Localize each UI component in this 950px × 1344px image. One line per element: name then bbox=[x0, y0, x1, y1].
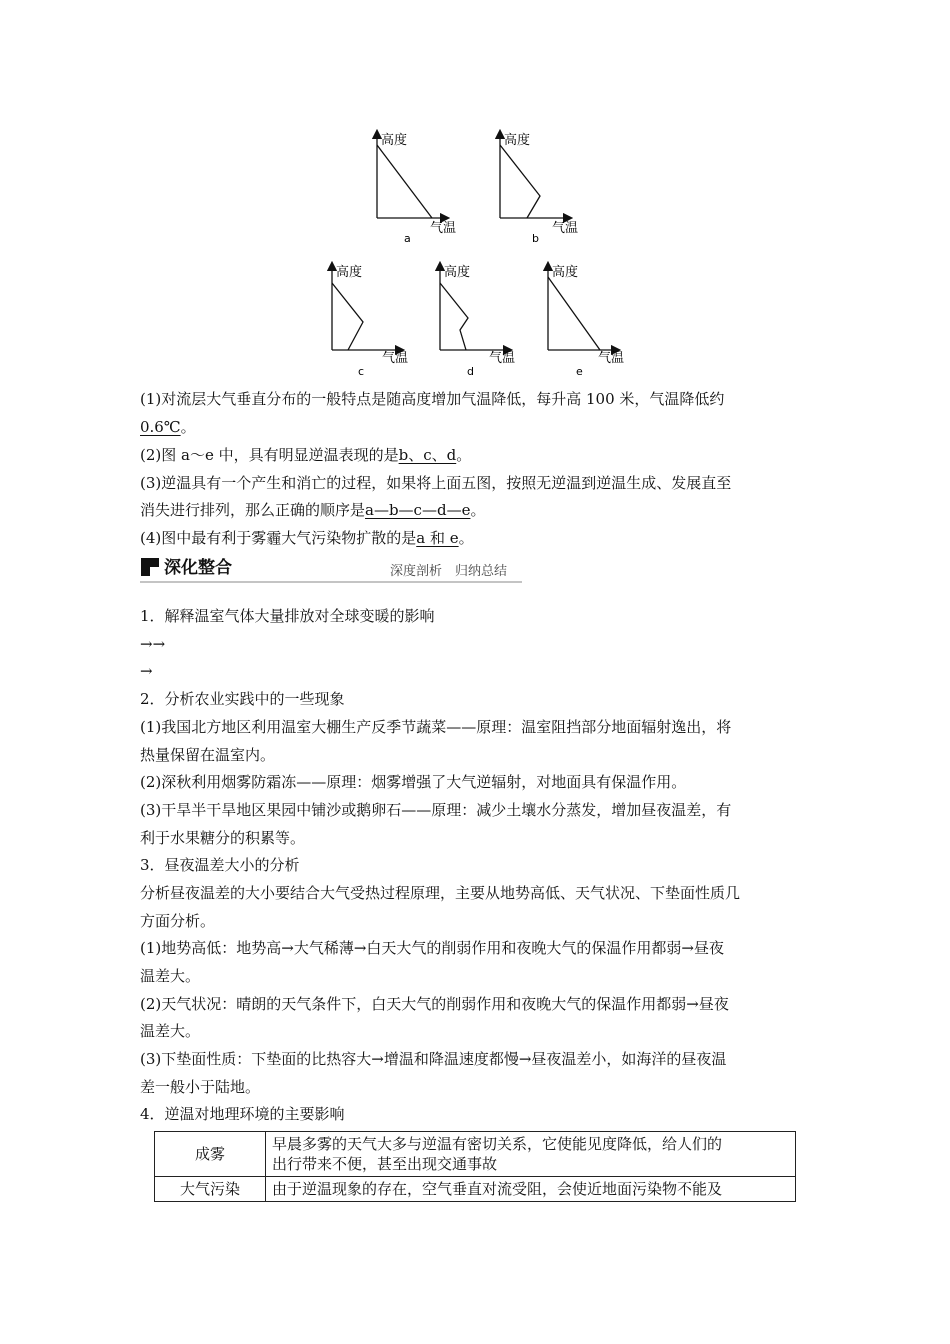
section-subtitle: 深度剖析 归纳总结 bbox=[390, 564, 508, 579]
table-row bbox=[155, 1132, 796, 1177]
diagram-a bbox=[377, 132, 456, 245]
diagram-c bbox=[332, 264, 408, 378]
heading-2: 2．分析农业实践中的一些现象 bbox=[140, 690, 345, 708]
arrow-flow-1: →→ bbox=[140, 635, 166, 653]
height-axis-label: 高度 bbox=[504, 133, 531, 148]
table-row-text: 早晨多雾的天气大多与逆温有密切关系，它使能见度降低，给人们的 出行带来不便，甚至出现交通事故 bbox=[266, 1132, 796, 1177]
s2-p1-line-1: (1)我国北方地区利用温室大棚生产反季节蔬菜——原理：温室阻挡部分地面辐射逸出，将 bbox=[140, 718, 732, 736]
question-1-line-1: (1)对流层大气垂直分布的一般特点是随高度增加气温降低，每升高 100 米，气温降低约 bbox=[140, 390, 725, 408]
table-row bbox=[155, 1177, 796, 1202]
temperature-profile-diagrams bbox=[0, 0, 950, 380]
diagram-e bbox=[548, 264, 624, 378]
question-4: (4)图中最有利于雾霾大气污染物扩散的是a 和 e。 bbox=[140, 529, 474, 547]
height-axis-label: 高度 bbox=[336, 265, 363, 280]
diagram-d bbox=[440, 264, 515, 378]
answer-4: a 和 e bbox=[416, 529, 459, 547]
s3-p1-line-2: 温差大。 bbox=[140, 967, 201, 985]
section-title: 深化整合 bbox=[164, 558, 232, 578]
s2-p1-line-2: 热量保留在温室内。 bbox=[140, 746, 276, 764]
s3-p3-line-1: (3)下垫面性质：下垫面的比热容大→增温和降温速度都慢→昼夜温差小，如海洋的昼夜温 bbox=[140, 1050, 727, 1068]
question-1-line-2: 0.6℃。 bbox=[140, 418, 196, 436]
temp-axis-label: 气温 bbox=[489, 351, 516, 366]
height-axis-label: 高度 bbox=[444, 265, 471, 280]
s3-p3-line-2: 差一般小于陆地。 bbox=[140, 1078, 261, 1096]
height-axis-label: 高度 bbox=[552, 265, 579, 280]
diagram-b bbox=[500, 132, 578, 245]
question-2: (2)图 a～e 中，具有明显逆温表现的是b、c、d。 bbox=[140, 446, 472, 464]
temp-axis-label: 气温 bbox=[430, 221, 457, 236]
answer-2: b、c、d bbox=[398, 446, 457, 464]
question-3-line-2: 消失进行排列，那么正确的顺序是a—b—c—d—e。 bbox=[140, 501, 486, 519]
diagram-letter: c bbox=[358, 365, 365, 378]
height-axis-label: 高度 bbox=[381, 133, 408, 148]
answer-1: 0.6℃ bbox=[140, 418, 181, 436]
answer-3: a—b—c—d—e bbox=[365, 501, 471, 519]
s3-p2-line-1: (2)天气状况：晴朗的天气条件下，白天大气的削弱作用和夜晚大气的保温作用都弱→昼夜 bbox=[140, 995, 729, 1013]
s2-p3-line-1: (3)干旱半干旱地区果园中铺沙或鹅卵石——原理：减少土壤水分蒸发，增加昼夜温差，有 bbox=[140, 801, 732, 819]
heading-4: 4．逆温对地理环境的主要影响 bbox=[140, 1105, 345, 1123]
s3-p1-line-1: (1)地势高低：地势高→大气稀薄→白天大气的削弱作用和夜晚大气的保温作用都弱→昼夜 bbox=[140, 939, 724, 957]
table-row-head: 大气污染 bbox=[155, 1177, 266, 1202]
table-row-head: 成雾 bbox=[155, 1132, 266, 1177]
diagram-letter: e bbox=[576, 365, 583, 378]
s2-p3-line-2: 利于水果糖分的积累等。 bbox=[140, 829, 306, 847]
inversion-effects-table bbox=[154, 1131, 796, 1202]
temp-axis-label: 气温 bbox=[382, 351, 409, 366]
temp-axis-label: 气温 bbox=[552, 221, 579, 236]
s3-intro-line-1: 分析昼夜温差的大小要结合大气受热过程原理，主要从地势高低、天气状况、下垫面性质几 bbox=[140, 884, 741, 902]
heading-3: 3．昼夜温差大小的分析 bbox=[140, 856, 300, 874]
temp-axis-label: 气温 bbox=[598, 351, 625, 366]
diagram-letter: a bbox=[404, 232, 411, 245]
diagram-letter: d bbox=[467, 365, 474, 378]
s3-p2-line-2: 温差大。 bbox=[140, 1022, 201, 1040]
heading-1: 1．解释温室气体大量排放对全球变暖的影响 bbox=[140, 607, 435, 625]
s2-p2: (2)深秋利用烟雾防霜冻——原理：烟雾增强了大气逆辐射，对地面具有保温作用。 bbox=[140, 773, 687, 791]
s3-intro-line-2: 方面分析。 bbox=[140, 912, 216, 930]
table-row-text: 由于逆温现象的存在，空气垂直对流受阻，会使近地面污染物不能及 bbox=[266, 1177, 796, 1202]
arrow-flow-2: → bbox=[140, 662, 153, 680]
diagram-letter: b bbox=[532, 232, 539, 245]
question-3-line-1: (3)逆温具有一个产生和消亡的过程，如果将上面五图，按照无逆温到逆温生成、发展直至 bbox=[140, 474, 732, 492]
